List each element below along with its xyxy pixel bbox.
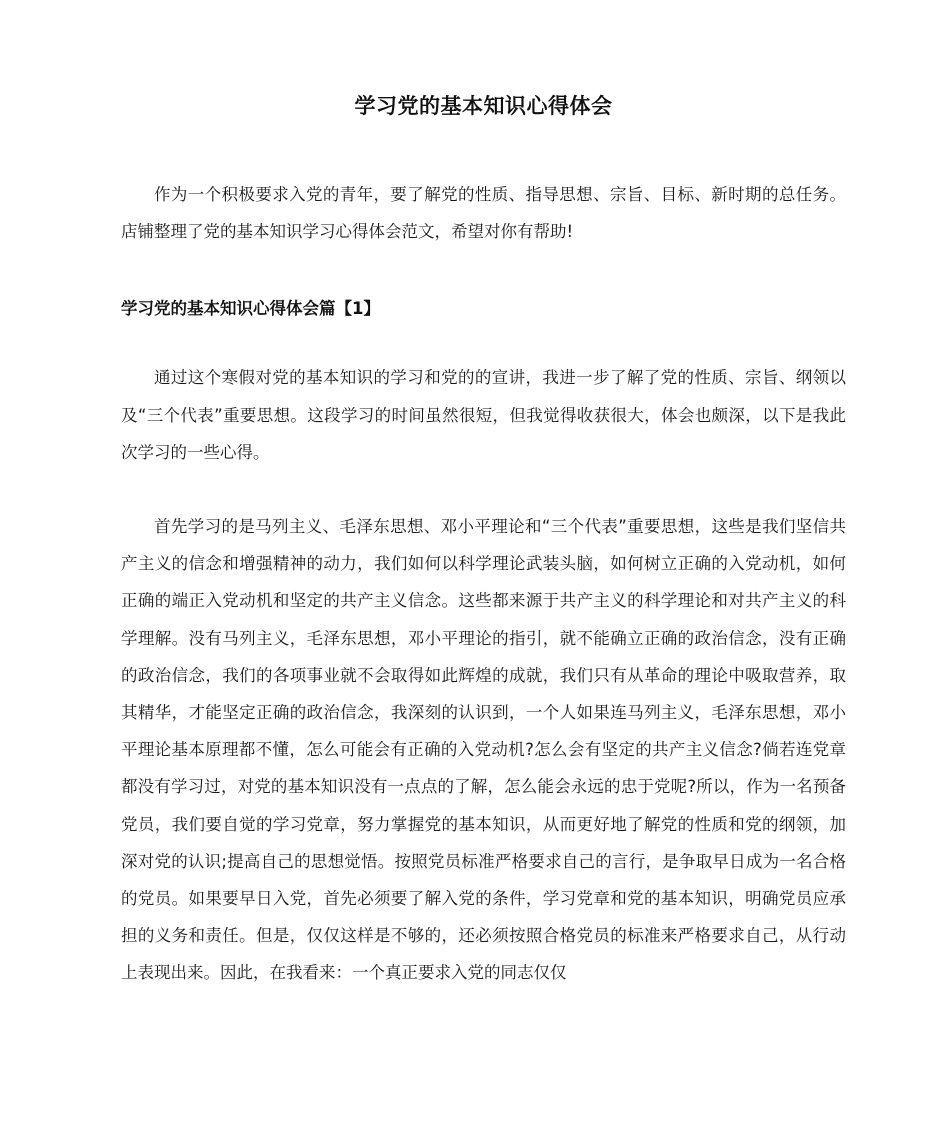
intro-paragraph: 作为一个积极要求入党的青年，要了解党的性质、指导思想、宗旨、目标、新时期的总任务。店铺整理了党的基本知识学习心得体会范文，希望对你有帮助! [121,185,846,242]
body-paragraph-1: 通过这个寒假对党的基本知识的学习和党的的宣讲，我进一步了解了党的性质、宗旨、纲领以及“三个代表”重要思想。这段学习的时间虽然很短，但我觉得收获很大，体会也颇深，以下是我此次学习的一些心得。 [121,368,846,462]
body-paragraph-2: 首先学习的是马列主义、毛泽东思想、邓小平理论和“三个代表”重要思想，这些是我们坚信共产主义的信念和增强精神的动力，我们如何以科学理论武装头脑，如何树立正确的入党动机，如何正确的端正入党动机和坚定的共产主义信念。这些都来源于共产主义的科学理论和对共产主义的科学理解。没有马列主义，毛泽东思想，邓小平理论的指引，就不能确立正确的政治信念，没有正确的政治信念，我们的各项事业就不会取得如此辉煌的成就，我们只有从革命的理论中吸取营养，取其精华，才能坚定正确的政治信念，我深刻的认识到，一个人如果连马列主义，毛泽东思想，邓小平理论基本原理都不懂，怎么可能会有正确的入党动机?怎么会有坚定的共产主义信念?倘若连党章都没有学习过，对党的基本知识没有一点点的了解，怎么能会永远的忠于党呢?所以，作为一名预备党员，我们要自觉的学习党章，努力掌握党的基本知识，从而更好地了解党的性质和党的纲领，加深对党的认识;提高自己的思想觉悟。按照党员标准严格要求自己的言行，是争取早日成为一名合格的党员。如果要早日入党，首先必须要了解入党的条件，学习党章和党的基本知识，明确党员应承担的义务和责任。但是，仅仅这样是不够的，还必须按照合格党员的标准来严格要求自己，从行动上表现出来。因此，在我看来：一个真正要求入党的同志仅仅 [121,517,846,983]
document-title: 学习党的基本知识心得体会 [354,94,613,118]
section-heading: 学习党的基本知识心得体会篇【1】 [121,299,380,319]
